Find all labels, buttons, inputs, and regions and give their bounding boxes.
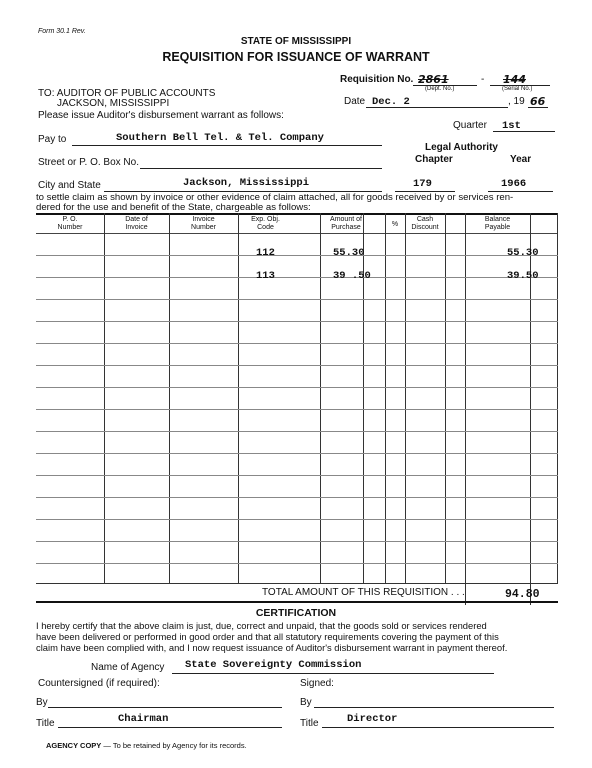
col-divider bbox=[238, 213, 239, 583]
header-exp-line1: Exp. Obj. bbox=[251, 216, 280, 223]
col-divider bbox=[385, 213, 386, 583]
header-cash-line1: Cash bbox=[416, 216, 434, 223]
table-bottom-border bbox=[36, 583, 558, 584]
pay-to-value: Southern Bell Tel. & Tel. Company bbox=[116, 132, 324, 144]
dash: - bbox=[481, 74, 485, 85]
please-issue: Please issue Auditor's disbursement warrant as follows: bbox=[38, 110, 284, 121]
by-label-right: By bbox=[300, 697, 312, 708]
pay-to-label: Pay to bbox=[38, 134, 67, 145]
countersigned-label: Countersigned (if required): bbox=[38, 678, 160, 689]
header-date-line2: Invoice bbox=[125, 224, 148, 231]
legal-authority: Legal Authority bbox=[425, 142, 498, 153]
table-top-border bbox=[36, 213, 558, 215]
to-line: TO: AUDITOR OF PUBLIC ACCOUNTS bbox=[38, 88, 216, 99]
year-line bbox=[528, 107, 548, 108]
year-prefix: , 19 bbox=[508, 96, 525, 107]
header-balance-line1: Balance bbox=[484, 216, 511, 223]
row2-code: 113 bbox=[256, 270, 275, 282]
serial-no-caption: (Serial No.) bbox=[502, 86, 533, 92]
row2-balance: 39.50 bbox=[507, 270, 539, 282]
cert-line-3: claim have been complied with, and I now request issuance of Auditor's disbursement warrant in payment thereof. bbox=[36, 642, 508, 653]
row1-code: 112 bbox=[256, 247, 275, 259]
header-pct bbox=[385, 221, 405, 229]
header-amount bbox=[320, 216, 372, 232]
year-value: 66 bbox=[530, 95, 546, 108]
state-heading: STATE OF MISSISSIPPI bbox=[240, 36, 352, 47]
by-line-right bbox=[314, 707, 554, 708]
header-po bbox=[36, 216, 104, 232]
to-city: JACKSON, MISSISSIPPI bbox=[57, 98, 170, 109]
table-row-line bbox=[36, 519, 558, 520]
header-cash bbox=[405, 216, 445, 232]
by-line-left bbox=[48, 707, 282, 708]
table-row-line bbox=[36, 299, 558, 300]
header-invoice-line2: Number bbox=[191, 224, 216, 231]
total-bottom-border bbox=[36, 601, 558, 603]
header-amount-line2: Purchase bbox=[331, 224, 361, 231]
col-divider bbox=[363, 213, 364, 583]
table-row-line bbox=[36, 541, 558, 542]
date-label: Date bbox=[344, 96, 366, 107]
table-row-line bbox=[36, 563, 558, 564]
title-label-left: Title bbox=[36, 718, 55, 729]
settle-line-1: to settle claim as shown by invoice or other evidence of claim attached, all for goods received by or services ren- bbox=[36, 192, 514, 203]
chapter-label: Chapter bbox=[415, 154, 453, 165]
year-authority-value: 1966 bbox=[501, 178, 527, 190]
header-date-invoice bbox=[104, 216, 169, 232]
cert-line-1: I hereby certify that the above claim is just, due, correct and unpaid, that the goods sold or services rendered bbox=[36, 620, 487, 631]
header-balance bbox=[465, 216, 530, 232]
certification-title: CERTIFICATION bbox=[255, 607, 337, 619]
agency-value: State Sovereignty Commission bbox=[185, 659, 362, 671]
signed-label: Signed: bbox=[300, 678, 334, 689]
table-row-line bbox=[36, 277, 558, 278]
title-label-right: Title bbox=[300, 718, 319, 729]
row2-amount: 39 .50 bbox=[333, 270, 371, 282]
header-po-line1: P. O. bbox=[62, 216, 78, 223]
header-exp-line2: Code bbox=[257, 224, 274, 231]
header-invoice-line1: Invoice bbox=[192, 216, 215, 223]
col-divider bbox=[445, 213, 446, 583]
table-row-line bbox=[36, 431, 558, 432]
date-value: Dec. 2 bbox=[372, 96, 410, 108]
header-balance-line2: Payable bbox=[484, 224, 511, 231]
title-line-right bbox=[322, 727, 554, 728]
total-value: 94.80 bbox=[505, 588, 540, 601]
left-title-value: Chairman bbox=[118, 713, 169, 725]
table-header-border bbox=[36, 233, 558, 234]
dept-no-caption: (Dept. No.) bbox=[425, 86, 455, 92]
table-row-line bbox=[36, 255, 558, 256]
serial-no-value: 144 bbox=[503, 73, 526, 86]
agency-copy-label: AGENCY COPY bbox=[46, 741, 102, 750]
header-pct-line1: % bbox=[391, 221, 399, 228]
table-row-line bbox=[36, 497, 558, 498]
table-row-line bbox=[36, 343, 558, 344]
title-line-left bbox=[58, 727, 282, 728]
table-row-line bbox=[36, 409, 558, 410]
by-label-left: By bbox=[36, 697, 48, 708]
street-line bbox=[140, 168, 382, 169]
agency-copy-text: — To be retained by Agency for its records. bbox=[103, 741, 247, 750]
quarter-value: 1st bbox=[502, 120, 521, 132]
col-divider bbox=[320, 213, 321, 583]
col-divider bbox=[169, 213, 170, 583]
row1-balance: 55.30 bbox=[507, 247, 539, 259]
pay-to-line bbox=[72, 145, 382, 146]
header-date-line1: Date of bbox=[125, 216, 148, 223]
header-amount-line1: Amount of bbox=[330, 216, 362, 223]
year-label: Year bbox=[510, 154, 532, 165]
table-row-line bbox=[36, 321, 558, 322]
row1-amount: 55.30 bbox=[333, 247, 365, 259]
dept-no-value: 2861 bbox=[418, 73, 449, 86]
quarter-label: Quarter bbox=[453, 120, 487, 131]
city-label: City and State bbox=[38, 180, 101, 191]
header-invoice bbox=[169, 216, 238, 232]
table-row-line bbox=[36, 453, 558, 454]
chapter-value: 179 bbox=[413, 178, 432, 190]
form-number: Form 30.1 Rev. bbox=[38, 28, 86, 35]
total-label: TOTAL AMOUNT OF THIS REQUISITION . . . bbox=[262, 587, 465, 598]
agency-line bbox=[172, 673, 494, 674]
page-title: REQUISITION FOR ISSUANCE OF WARRANT bbox=[162, 50, 430, 64]
right-title-value: Director bbox=[347, 713, 398, 725]
table-row-line bbox=[36, 387, 558, 388]
col-divider bbox=[104, 213, 105, 583]
header-po-line2: Number bbox=[57, 224, 83, 231]
settle-line-2: dered for the use and benefit of the State, chargeable as follows: bbox=[36, 202, 311, 213]
col-divider bbox=[405, 213, 406, 583]
header-cash-line2: Discount bbox=[411, 224, 439, 231]
cert-line-2: have been delivered or performed in good order and that all statutory requirements covering the payment of this bbox=[36, 631, 499, 642]
city-value: Jackson, Mississippi bbox=[183, 177, 310, 189]
table-row-line bbox=[36, 365, 558, 366]
requisition-label: Requisition No. bbox=[340, 74, 414, 85]
header-exp-obj bbox=[238, 216, 293, 232]
table-row-line bbox=[36, 475, 558, 476]
col-divider bbox=[557, 213, 558, 583]
street-label: Street or P. O. Box No. bbox=[38, 157, 139, 168]
agency-label: Name of Agency bbox=[91, 662, 165, 673]
agency-copy-note bbox=[46, 741, 247, 750]
